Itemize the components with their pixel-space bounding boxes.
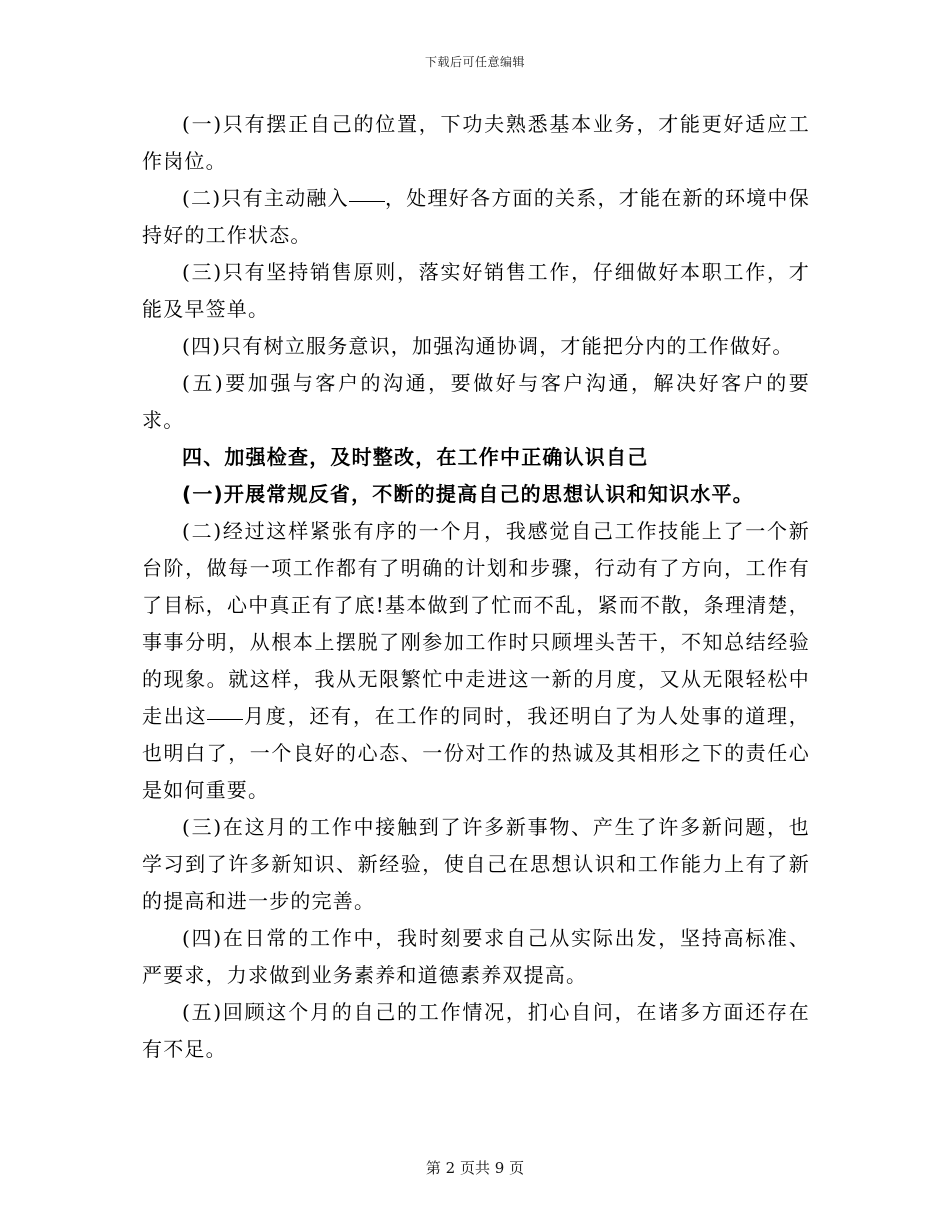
paragraph-4-4: (四)在日常的工作中，我时刻要求自己从实际出发，坚持高标准、严要求，力求做到业务素养和道德素养双提高。	[142, 926, 810, 987]
paragraph-text-after-blank: ，处理好各方面的关系，才能在新的环境中保持好的工作状态。	[142, 186, 811, 247]
paragraph-1-1: (一)只有摆正自己的位置，下功夫熟悉基本业务，才能更好适应工作岗位。	[142, 112, 810, 173]
paragraph-1-4: (四)只有树立服务意识，加强沟通协调，才能把分内的工作做好。	[182, 334, 794, 358]
fill-in-blank	[207, 718, 243, 720]
page-number-footer: 第 2 页共 9 页	[425, 1159, 525, 1177]
fill-in-blank	[349, 200, 385, 202]
paragraph-text-after-blank: 月度，还有，在工作的同时，我还明白了为人处事的道理，也明白了，一个良好的心态、一份对工作的热诚及其相形之下的责任心是如何重要。	[142, 704, 810, 802]
paragraph-1-2	[142, 180, 810, 254]
paragraph-4-3: (三)在这月的工作中接触到了许多新事物、产生了许多新问题，也学习到了许多新知识、新经验，使自己在思想认识和工作能力上有了新的提高和进一步的完善。	[142, 815, 810, 913]
paragraph-text-before-blank: (二)经过这样紧张有序的一个月，我感觉自己工作技能上了一个新台阶，做每一项工作都有了明确的计划和步骤，行动有了方向，工作有了目标，心中真正有了底!基本做到了忙而不乱，紧而不散，条理清楚，事事分明，从根本上摆脱了刚参加工作时只顾埋头苦干，不知总结经验的现象。就这样，我从无限繁忙中走进这一新的月度，又从无限轻松中走出这	[142, 519, 810, 728]
paragraph-4-5: (五)回顾这个月的自己的工作情况，扪心自问，在诸多方面还存在有不足。	[142, 1000, 810, 1061]
paragraph-4-1: (一)开展常规反省，不断的提高自己的思想认识和知识水平。	[182, 482, 754, 506]
paragraph-text-before-blank: (二)只有主动融入	[182, 186, 349, 210]
section-heading-4: 四、加强检查，及时整改，在工作中正确认识自己	[182, 445, 649, 469]
document-body	[142, 106, 810, 1068]
page-header: 下载后可任意编辑	[424, 55, 525, 69]
paragraph-1-5: (五)要加强与客户的沟通，要做好与客户沟通，解决好客户的要求。	[142, 371, 810, 432]
paragraph-4-2	[142, 513, 810, 809]
paragraph-1-3: (三)只有坚持销售原则，落实好销售工作，仔细做好本职工作，才能及早签单。	[142, 260, 810, 321]
